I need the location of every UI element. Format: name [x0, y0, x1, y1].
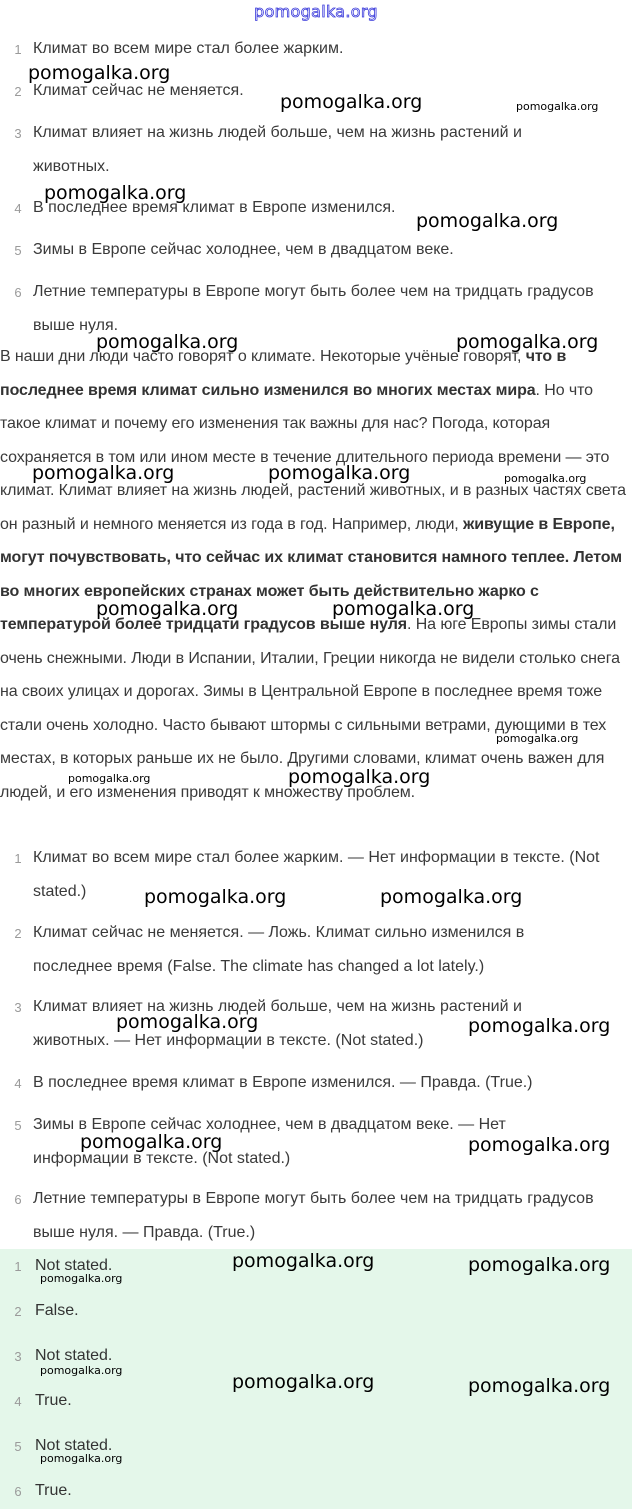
- watermark: pomogalka.org: [40, 1272, 123, 1285]
- passage-text: . На юге Европы зимы стали очень снежными. Люди в Испании, Италии, Греции никогда не видели столько снега на своих улицах и дорогах. Зимы в Центральной Европе в последнее время тоже стали очень холодно. Часто бывают штормы с сильными ветрами, дующими в тех местах, в которых раньше их не было. Другими словами, климат очень важен для людей, и его изменения приводят к множеству проблем.: [0, 616, 620, 801]
- watermark: pomogalka.org: [116, 1011, 259, 1033]
- item-text: Зимы в Европе сейчас холоднее, чем в двадцатом веке. — Нет информации в тексте. (Not stated.): [33, 1116, 506, 1167]
- watermark: pomogalka.org: [332, 598, 475, 620]
- item-text: Климат влияет на жизнь людей больше, чем на жизнь растений и животных.: [33, 124, 522, 175]
- item-number: 6: [14, 1192, 22, 1207]
- watermark: pomogalka.org: [40, 1452, 123, 1465]
- watermark: pomogalka.org: [96, 598, 239, 620]
- watermark: pomogalka.org: [496, 732, 579, 745]
- watermark: pomogalka.org: [44, 182, 187, 204]
- watermark: pomogalka.org: [288, 766, 431, 788]
- header-watermark: pomogalka.org: [254, 2, 378, 21]
- item-text: Зимы в Европе сейчас холоднее, чем в двадцатом веке.: [33, 241, 454, 258]
- item-number: 2: [14, 84, 22, 99]
- item-text: Климат сейчас не меняется.: [33, 82, 244, 99]
- passage-bold-text: живущие в Европе, могут почувствовать, что сейчас их климат становится намного теплее. Летом во многих европейских странах может быть действительно жарко с температурой более тридцати градусов выше нуля: [0, 515, 622, 633]
- item-number: 4: [14, 201, 22, 216]
- passage-text: . Но что такое климат и почему его изменения так важны для нас? Погода, которая сохраняется в том или ином месте в течение длительного периода времени — это климат. Климат влияет на жизнь людей, растений животных, и в разных частях света он разный и немного меняется из года в год. Например, люди,: [0, 381, 626, 533]
- item-number: 3: [14, 126, 22, 141]
- item-number: 4: [14, 1394, 22, 1409]
- watermark: pomogalka.org: [468, 1254, 611, 1276]
- watermark: pomogalka.org: [32, 462, 175, 484]
- passage-text: В наши дни люди часто говорят о климате. Некоторые учёные говорят,: [0, 348, 526, 365]
- watermark: pomogalka.org: [280, 91, 423, 113]
- watermark: pomogalka.org: [468, 1015, 611, 1037]
- item-text: True.: [35, 1482, 72, 1499]
- item-text: Not stated.: [35, 1437, 113, 1454]
- watermark: pomogalka.org: [232, 1250, 375, 1272]
- item-number: 6: [14, 285, 22, 300]
- watermark: pomogalka.org: [468, 1375, 611, 1397]
- watermark: pomogalka.org: [268, 462, 411, 484]
- watermark: pomogalka.org: [28, 62, 171, 84]
- watermark: pomogalka.org: [96, 331, 239, 353]
- watermark: pomogalka.org: [40, 1364, 123, 1377]
- item-number: 6: [14, 1484, 22, 1499]
- item-number: 5: [14, 1439, 22, 1454]
- item-text: Летние температуры в Европе могут быть более чем на тридцать градусов выше нуля. — Правда. (True.): [33, 1190, 594, 1241]
- watermark: pomogalka.org: [516, 100, 599, 113]
- item-number: 3: [14, 1349, 22, 1364]
- item-text: В последнее время климат в Европе изменился. — Правда. (True.): [33, 1074, 533, 1091]
- item-text: Not stated.: [35, 1257, 113, 1274]
- passage-bold-text: что в последнее время климат сильно изменился во многих местах мира: [0, 348, 567, 399]
- item-number: 5: [14, 243, 22, 258]
- item-number: 2: [14, 926, 22, 941]
- item-number: 3: [14, 1000, 22, 1015]
- item-text: False.: [35, 1302, 79, 1319]
- watermark: pomogalka.org: [380, 886, 523, 908]
- item-number: 5: [14, 1118, 22, 1133]
- watermark: pomogalka.org: [504, 472, 587, 485]
- item-number: 2: [14, 1304, 22, 1319]
- watermark: pomogalka.org: [468, 1134, 611, 1156]
- item-number: 1: [14, 851, 22, 866]
- watermark: pomogalka.org: [456, 331, 599, 353]
- item-text: True.: [35, 1392, 72, 1409]
- item-text: Климат во всем мире стал более жарким.: [33, 40, 344, 57]
- item-text: Климат влияет на жизнь людей больше, чем на жизнь растений и животных. — Нет информации в тексте. (Not stated.): [33, 998, 522, 1049]
- item-text: Климат во всем мире стал более жарким. — Нет информации в тексте. (Not stated.): [33, 849, 600, 900]
- item-text: Not stated.: [35, 1347, 113, 1364]
- item-number: 4: [14, 1076, 22, 1091]
- item-text: В последнее время климат в Европе изменился.: [33, 199, 396, 216]
- watermark: pomogalka.org: [232, 1371, 375, 1393]
- watermark: pomogalka.org: [68, 772, 151, 785]
- watermark: pomogalka.org: [416, 210, 559, 232]
- item-number: 1: [14, 42, 22, 57]
- watermark: pomogalka.org: [144, 886, 287, 908]
- item-number: 1: [14, 1259, 22, 1274]
- watermark: pomogalka.org: [80, 1131, 223, 1153]
- item-text: Климат сейчас не меняется. — Ложь. Климат сильно изменился в последнее время (False. The climate has changed a lot lately.): [33, 924, 525, 975]
- item-text: Летние температуры в Европе могут быть более чем на тридцать градусов выше нуля.: [33, 283, 594, 334]
